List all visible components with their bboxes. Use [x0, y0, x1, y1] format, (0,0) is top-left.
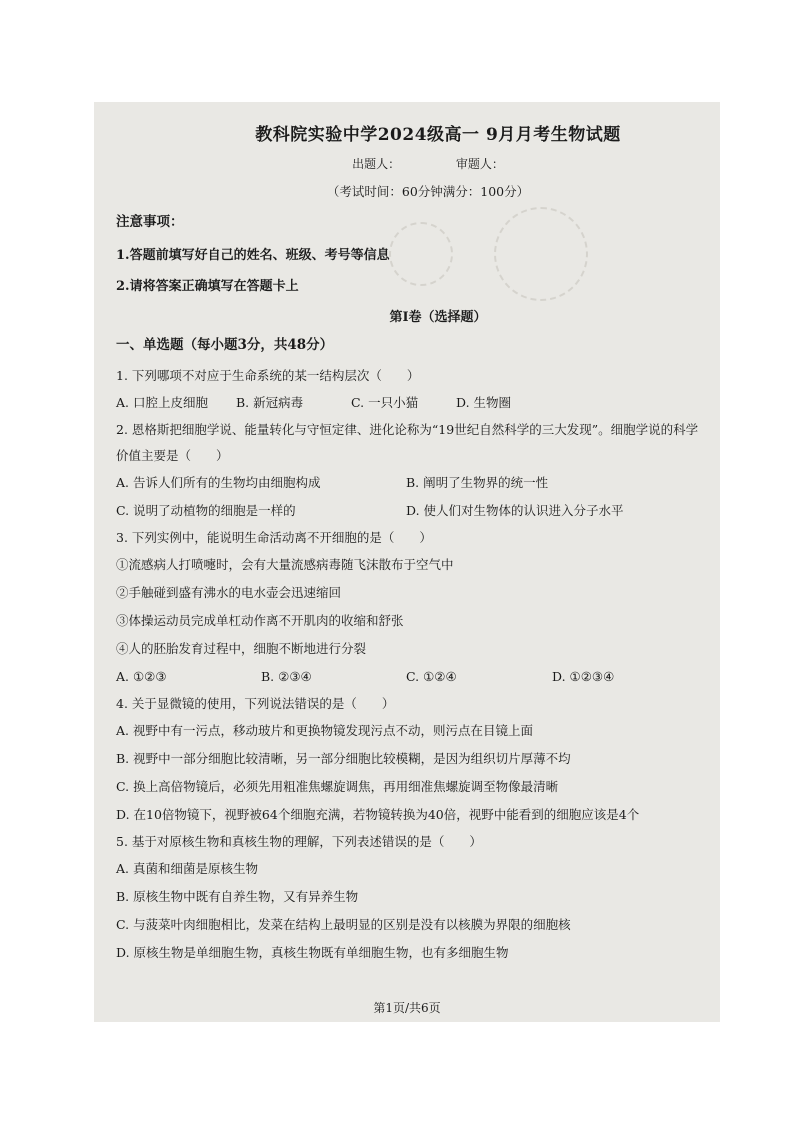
- question-2-options-row1: [116, 469, 700, 497]
- q4-option-a: A. 视野中有一污点，移动玻片和更换物镜发现污点不动，则污点在目镜上面: [116, 723, 533, 738]
- q3-option-a: A. ①②③: [116, 669, 167, 684]
- q5-option-b: B. 原核生物中既有自养生物，又有异养生物: [116, 889, 359, 904]
- notice-item-1: 1.答题前填写好自己的姓名、班级、考号等信息: [116, 248, 390, 263]
- q2-option-c: C. 说明了动植物的细胞是一样的: [116, 503, 296, 518]
- exam-title: 教科院实验中学2024级高一 9月月考生物试题: [255, 125, 621, 145]
- q1-option-d: D. 生物圈: [456, 395, 512, 410]
- q3-statement-4: ④人的胚胎发育过程中，细胞不断地进行分裂: [116, 641, 367, 656]
- question-2: 2. 恩格斯把细胞学说、能量转化与守恒定律、进化论称为“19世纪自然科学的三大发现”。细胞学说的科学价值主要是（ ）: [116, 422, 699, 463]
- q4-option-d: D. 在10倍物镜下，视野被64个细胞充满，若物镜转换为40倍，视野中能看到的细胞应该是4个: [116, 807, 640, 822]
- setter-label: 出题人：: [352, 157, 401, 171]
- question-1-options: [116, 389, 700, 417]
- question-5: 5. 基于对原核生物和真核生物的理解，下列表述错误的是（ ）: [116, 834, 482, 849]
- q1-option-b: B. 新冠病毒: [236, 395, 304, 410]
- q4-option-c: C. 换上高倍物镜后，必须先用粗准焦螺旋调焦，再用细准焦螺旋调至物像最清晰: [116, 779, 559, 794]
- q3-option-d: D. ①②③④: [552, 669, 615, 684]
- question-4: 4. 关于显微镜的使用，下列说法错误的是（ ）: [116, 696, 395, 711]
- exam-authors: [156, 155, 700, 172]
- question-2-options-row2: [116, 497, 700, 525]
- q1-option-c: C. 一只小猫: [351, 395, 419, 410]
- q2-option-d: D. 使人们对生物体的认识进入分子水平: [406, 503, 624, 518]
- q3-option-b: B. ②③④: [261, 669, 312, 684]
- faint-circle-icon: [494, 207, 588, 301]
- page-number: 第1页/共6页: [373, 1001, 441, 1015]
- volume-title: 第Ⅰ卷（选择题）: [389, 310, 487, 325]
- q3-option-c: C. ①②④: [406, 669, 457, 684]
- q2-option-b: B. 阐明了生物界的统一性: [406, 475, 549, 490]
- notice-item-2: 2.请将答案正确填写在答题卡上: [116, 279, 299, 294]
- q3-statement-2: ②手触碰到盛有沸水的电水壶会迅速缩回: [116, 585, 342, 600]
- reviewer-label: 审题人：: [455, 157, 504, 171]
- q4-option-b: B. 视野中一部分细胞比较清晰，另一部分细胞比较模糊，是因为组织切片厚薄不均: [116, 751, 571, 766]
- q5-option-d: D. 原核生物是单细胞生物，真核生物既有单细胞生物，也有多细胞生物: [116, 945, 509, 960]
- question-1: 1. 下列哪项不对应于生命系统的某一结构层次（ ）: [116, 368, 420, 383]
- q3-statement-1: ①流感病人打喷嚏时，会有大量流感病毒随飞沫散布于空气中: [116, 557, 454, 572]
- q5-option-a: A. 真菌和细菌是原核生物: [116, 861, 258, 876]
- q5-option-c: C. 与菠菜叶肉细胞相比，发菜在结构上最明显的区别是没有以核膜为界限的细胞核: [116, 917, 571, 932]
- section-title: 一、单选题（每小题3分，共48分）: [116, 337, 334, 353]
- faint-circle-icon: [389, 222, 453, 286]
- exam-time-score: （考试时间：60分钟满分：100分）: [326, 184, 530, 199]
- question-3-options: [116, 663, 700, 691]
- exam-sheet: [94, 102, 720, 1022]
- q3-statement-3: ③体操运动员完成单杠动作离不开肌肉的收缩和舒张: [116, 613, 404, 628]
- q1-option-a: A. 口腔上皮细胞: [116, 395, 208, 410]
- question-3: 3. 下列实例中，能说明生命活动离不开细胞的是（ ）: [116, 530, 432, 545]
- notice-heading: 注意事项：: [116, 214, 184, 230]
- q2-option-a: A. 告诉人们所有的生物均由细胞构成: [116, 475, 321, 490]
